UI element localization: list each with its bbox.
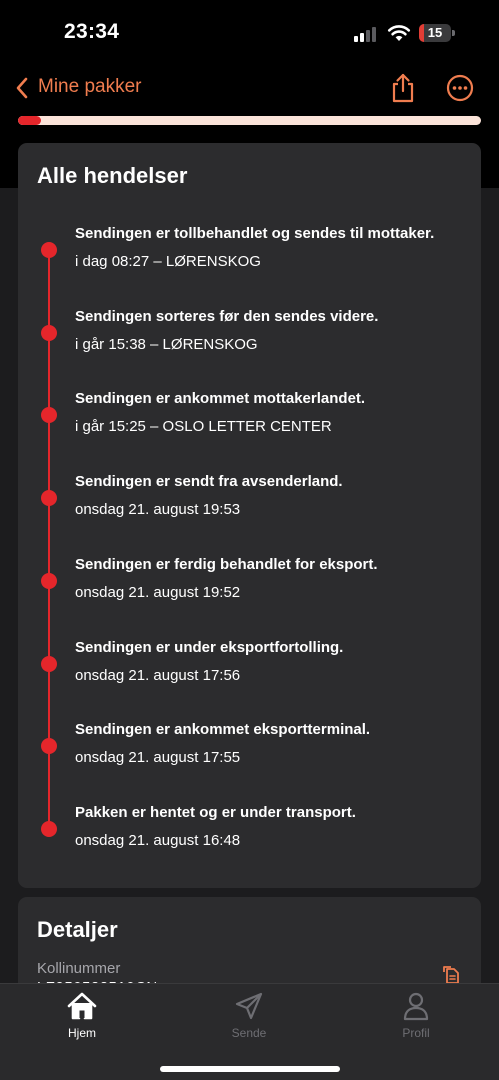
event-subtitle: onsdag 21. august 19:53 [75,501,241,518]
event-subtitle: i går 15:38 – LØRENSKOG [75,336,258,353]
tab-home-label: Hjem [67,1026,96,1040]
back-button[interactable]: Mine pakker [38,76,142,97]
event-item [18,390,481,450]
timeline-dot [41,573,57,589]
event-title: Sendingen er ankommet mottakerlandet. [75,390,366,407]
timeline-dot [41,407,57,423]
event-item [18,556,481,616]
all-events-title: Alle hendelser [37,163,188,188]
timeline-dot [41,656,57,672]
details-title: Detaljer [37,917,118,942]
timeline-dot [41,821,57,837]
status-time: 23:34 [64,20,120,43]
event-title: Sendingen er ankommet eksportterminal. [75,721,371,738]
shipment-progress-fill [18,116,41,125]
event-title: Sendingen er ferdig behandlet for eksport. [75,556,378,573]
timeline-dot [41,325,57,341]
home-icon [66,990,98,1022]
battery-icon [419,24,455,42]
back-chevron-icon[interactable] [14,76,30,100]
timeline-dot [41,738,57,754]
tab-bar [0,983,499,1080]
event-title: Sendingen er tollbehandlet og sendes til mottaker. [75,225,435,242]
tab-send[interactable] [189,990,309,1046]
all-events-card [18,143,481,888]
tab-profile[interactable] [356,990,476,1046]
send-icon [233,990,265,1022]
event-item [18,639,481,699]
wifi-icon [387,22,411,42]
battery-level: 15 [427,25,443,40]
share-icon[interactable] [389,72,417,104]
status-bar [0,0,499,64]
event-subtitle: onsdag 21. august 17:56 [75,667,241,684]
timeline-dot [41,242,57,258]
event-item [18,225,481,285]
tab-profile-label: Profil [402,1026,430,1040]
event-title: Sendingen er sendt fra avsenderland. [75,473,343,490]
tab-send-label: Sende [231,1026,267,1040]
more-options-icon[interactable] [446,74,474,102]
event-title: Sendingen er under eksportfortolling. [75,639,344,656]
navigation-bar [0,64,499,114]
event-subtitle: onsdag 21. august 16:48 [75,832,241,849]
event-subtitle: i går 15:25 – OSLO LETTER CENTER [75,418,332,435]
home-indicator [160,1066,340,1072]
cellular-signal-icon [354,26,380,42]
event-item [18,308,481,368]
profile-icon [400,990,432,1022]
event-subtitle: i dag 08:27 – LØRENSKOG [75,253,261,270]
copy-icon[interactable] [441,965,461,985]
timeline-dot [41,490,57,506]
event-title: Sendingen sorteres før den sendes videre. [75,308,379,325]
tracking-number-label: Kollinummer [37,960,121,977]
tab-home[interactable] [22,990,142,1046]
event-title: Pakken er hentet og er under transport. [75,804,356,821]
event-subtitle: onsdag 21. august 17:55 [75,749,241,766]
event-item [18,804,481,864]
shipment-progress-bar [18,116,481,125]
event-item [18,721,481,781]
event-subtitle: onsdag 21. august 19:52 [75,584,241,601]
event-item [18,473,481,533]
